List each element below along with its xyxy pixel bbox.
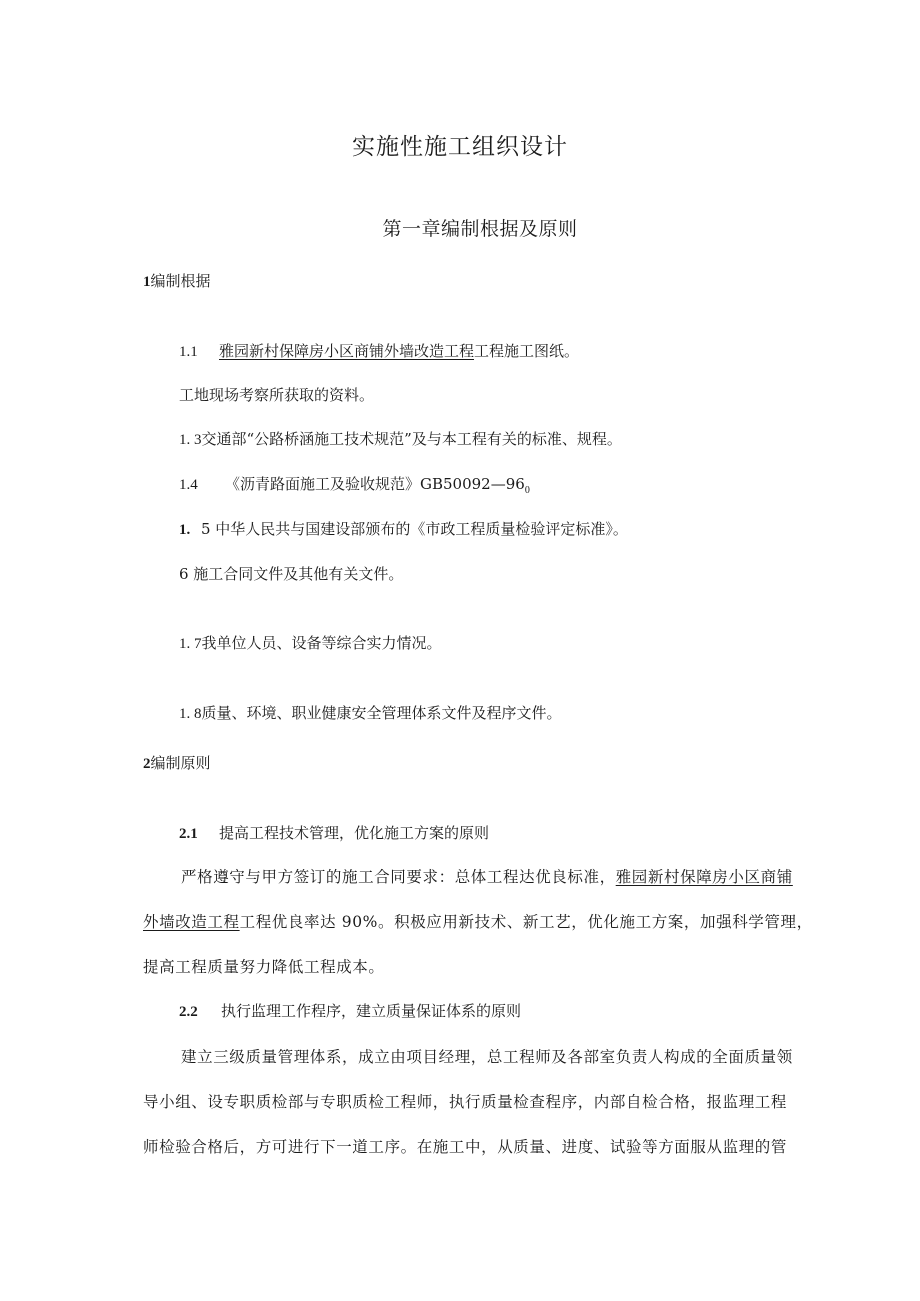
item-text: 6 施工合同文件及其他有关文件。 xyxy=(179,565,404,583)
chapter-heading: 第一章编制根据及原则 xyxy=(382,218,578,240)
item-text: 工程施工图纸。 xyxy=(474,342,580,360)
project-name-link: 雅园新村保障房小区商铺 xyxy=(615,868,793,886)
section-number: 1 xyxy=(143,274,151,290)
paragraph-line xyxy=(181,865,793,887)
section-label: 编制原则 xyxy=(150,754,211,772)
list-item-1-1 xyxy=(179,340,579,361)
section-number: 2 xyxy=(143,756,151,772)
item-text: 质量、环境、职业健康安全管理体系文件及程序文件。 xyxy=(201,704,562,722)
section-heading-2 xyxy=(143,752,211,773)
item-text: 《沥青路面施工及验收规范》GB50092—96 xyxy=(225,475,525,493)
paragraph-line: 提高工程质量努力降低工程成本。 xyxy=(143,958,385,976)
subsection-number: 2.1 xyxy=(179,826,198,842)
item-number: 1.1 xyxy=(179,344,198,360)
list-item-1-6 xyxy=(179,563,403,584)
list-item-1-5 xyxy=(179,518,628,539)
list-item-1-3 xyxy=(179,428,622,449)
item-number: 1. xyxy=(179,522,191,538)
paragraph-line: 师检验合格后，方可进行下一道工序。在施工中，从质量、进度、试验等方面服从监理的管 xyxy=(143,1138,788,1156)
paragraph-text: 严格遵守与甲方签订的施工合同要求：总体工程达优良标准， xyxy=(181,868,616,886)
item-text: 工地现场考察所获取的资料。 xyxy=(179,386,375,404)
list-item-1-8 xyxy=(179,702,562,723)
subsection-number: 2.2 xyxy=(179,1004,198,1020)
subscript: 0 xyxy=(524,485,530,496)
document-title: 实施性施工组织设计 xyxy=(352,134,568,160)
paragraph-line: 建立三级质量管理体系，成立由项目经理，总工程师及各部室负责人构成的全面质量领 xyxy=(181,1048,793,1066)
item-text: 5 中华人民共与国建设部颁布的《市政工程质量检验评定标准》。 xyxy=(201,520,628,538)
subsection-heading-2-1 xyxy=(179,822,489,843)
section-heading-1 xyxy=(143,270,211,291)
list-item-1-7 xyxy=(179,632,442,653)
project-name-link: 雅园新村保障房小区商铺外墙改造工程 xyxy=(219,342,475,360)
project-name-link: 外墙改造工程 xyxy=(143,913,240,931)
item-number: 1.4 xyxy=(179,477,198,493)
item-text: 交通部“公路桥涵施工技术规范”及与本工程有关的标准、规程。 xyxy=(201,430,622,448)
item-text: 我单位人员、设备等综合实力情况。 xyxy=(201,634,442,652)
subsection-title: 提高工程技术管理，优化施工方案的原则 xyxy=(219,824,490,842)
list-item-1-4 xyxy=(179,473,530,496)
paragraph-text: 工程优良率达 90%。积极应用新技术、新工艺，优化施工方案，加强科学管理， xyxy=(239,913,813,931)
subsection-heading-2-2 xyxy=(179,1000,521,1021)
paragraph-line xyxy=(143,910,813,932)
item-number: 1. 8 xyxy=(179,706,202,722)
section-label: 编制根据 xyxy=(150,272,211,290)
subsection-title: 执行监理工作程序，建立质量保证体系的原则 xyxy=(221,1002,522,1020)
item-number: 1. 3 xyxy=(179,432,202,448)
item-number: 1. 7 xyxy=(179,636,202,652)
paragraph-line: 导小组、设专职质检部与专职质检工程师，执行质量检查程序，内部自检合格，报监理工程 xyxy=(143,1093,788,1111)
list-item-1-2 xyxy=(179,384,374,405)
